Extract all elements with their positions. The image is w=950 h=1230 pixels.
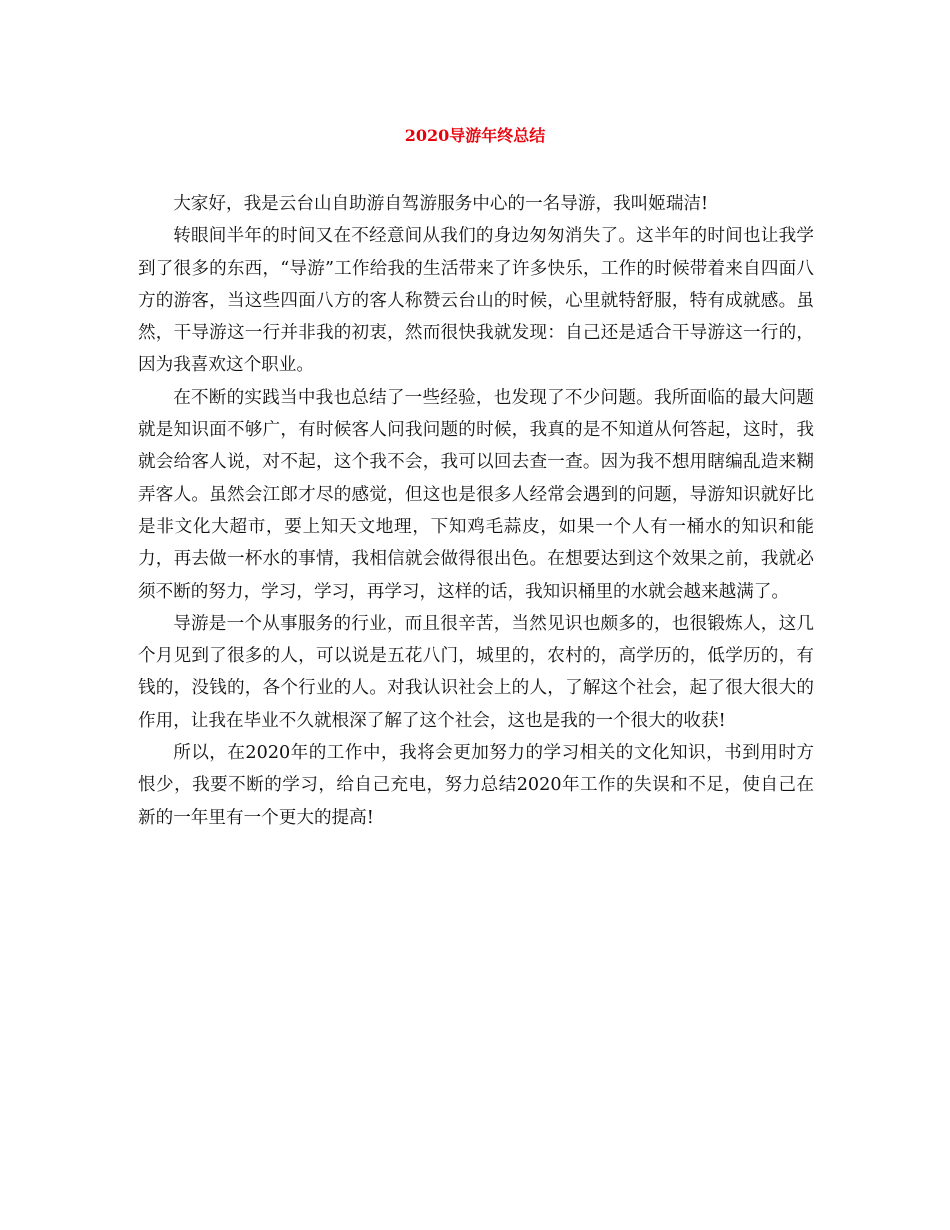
document-body — [138, 188, 814, 834]
document-title: 2020导游年终总结 — [404, 126, 546, 145]
paragraph-4: 导游是一个从事服务的行业，而且很辛苦，当然见识也颇多的，也很锻炼人，这几个月见到了很多的人，可以说是五花八门，城里的，农村的，高学历的，低学历的，有钱的，没钱的，各个行业的人。对我认识社会上的人，了解这个社会，起了很大很大的作用，让我在毕业不久就根深了解了这个社会，这也是我的一个很大的收获! — [138, 613, 814, 731]
paragraph-3: 在不断的实践当中我也总结了一些经验，也发现了不少问题。我所面临的最大问题就是知识面不够广，有时候客人问我问题的时候，我真的是不知道从何答起，这时，我就会给客人说，对不起，这个我不会，我可以回去查一查。因为我不想用瞎编乱造来糊弄客人。虽然会江郎才尽的感觉，但这也是很多人经常会遇到的问题，导游知识就好比是非文化大超市，要上知天文地理，下知鸡毛蒜皮，如果一个人有一桶水的知识和能力，再去做一杯水的事情，我相信就会做得很出色。在想要达到这个效果之前，我就必须不断的努力，学习，学习，再学习，这样的话，我知识桶里的水就会越来越满了。 — [138, 387, 814, 602]
paragraph-2: 转眼间半年的时间又在不经意间从我们的身边匆匆消失了。这半年的时间也让我学到了很多的东西，“导游”工作给我的生活带来了许多快乐，工作的时候带着来自四面八方的游客，当这些四面八方的客人称赞云台山的时候，心里就特舒服，特有成就感。虽然，干导游这一行并非我的初衷，然而很快我就发现：自己还是适合干导游这一行的，因为我喜欢这个职业。 — [138, 226, 814, 376]
paragraph-5: 所以，在2020年的工作中，我将会更加努力的学习相关的文化知识，书到用时方恨少，我要不断的学习，给自己充电，努力总结2020年工作的失误和不足，使自己在新的一年里有一个更大的提高! — [138, 743, 814, 828]
paragraph-1: 大家好，我是云台山自助游自驾游服务中心的一名导游，我叫姬瑞洁! — [173, 194, 709, 214]
